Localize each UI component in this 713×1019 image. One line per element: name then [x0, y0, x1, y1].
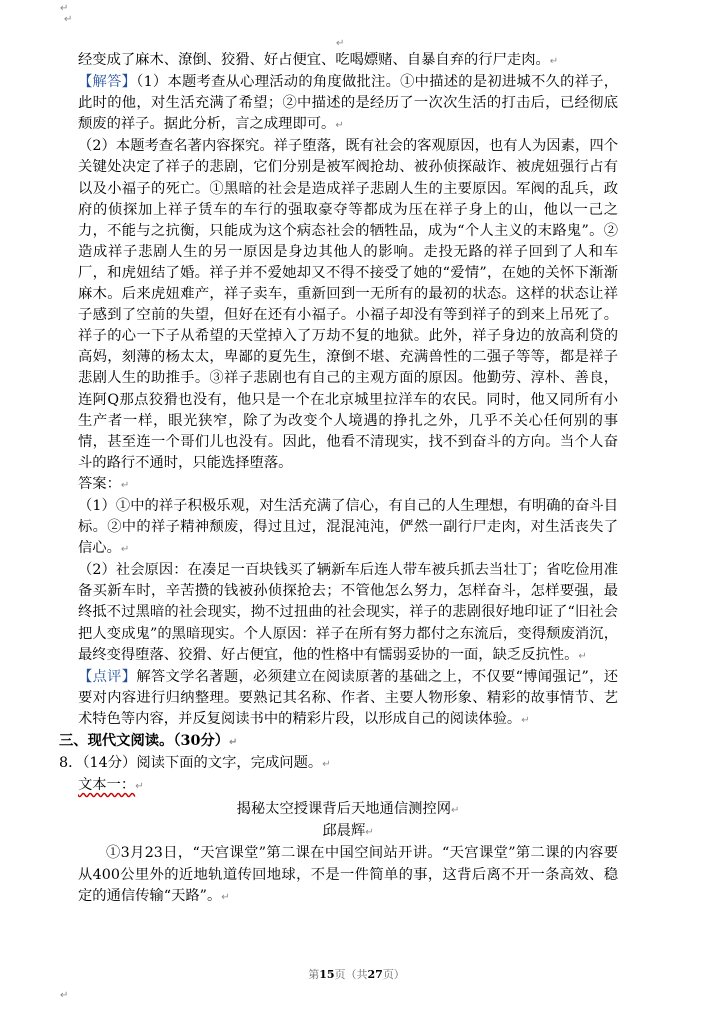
paragraph-mark: ↵	[60, 990, 69, 1001]
article-author: 邱晨辉↵	[322, 823, 374, 840]
section-heading: 三、现代文阅读。（30分）↵	[59, 733, 238, 749]
paragraph-mark: ↵	[336, 38, 345, 49]
article-paragraph: ①3月23日，“天宫课堂”第二课在中国空间站开讲。“天宫课堂”第二课的内容要从400公里外的近地轨道传回地球，不是一件简单的事，这背后离不开一条高效、稳定的通信传输“天路”。↵	[78, 845, 618, 904]
paragraph-mark: ↵	[60, 3, 69, 14]
answer-paragraph: 【解答】（1）本题考查从心理活动的角度做批注。①中描述的是初进城不久的祥子，此时的他，对生活充满了希望；②中描述的是经历了一次次生活的打击后，已经彻底颓废的祥子。据此分析，言之成理即可。↵	[78, 74, 618, 133]
answer-item-2: （2）社会原因：在凑足一百块钱买了辆新车后连人带车被兵抓去当壮丁；省吃俭用准备买新车时，辛苦攒的钱被孙侦探抢去；不管他怎么努力，怎样奋斗，怎样要强，最终抵不过黑暗的社会现实，拗不过扭曲的社会现实，祥子的悲剧很好地印证了“旧社会把人变成鬼”的黑暗现实。个人原因：祥子在所有努力都付之东流后，变得颓废消沉，最终变得堕落、狡猾、好占便宜，他的性格中有懦弱妥协的一面，缺乏反抗性。↵	[78, 562, 618, 663]
page-total: 27	[367, 968, 383, 981]
page-footer: 第15页（共27页）	[308, 968, 405, 981]
comment-tag: 【点评】	[78, 668, 137, 685]
paragraph: （2）本题考查名著内容探究。祥子堕落，既有社会的客观原因，也有人为因素，四个关键处决定了祥子的悲剧，它们分别是被军阀抢劫、被孙侦探敲诈、被虎妞强行占有以及小福子的死亡。①黑暗的社会是造成祥子悲剧人生的主要原因。军阀的乱兵，政府的侦探加上祥子赁车的车行的强取豪夺等都成为压在祥子身上的山，他以一己之力，不能与之抗衡，只能成为这个病态社会的牺牲品，成为“个人主义的末路鬼”。②造成祥子悲剧人生的另一原因是身边其他人的影响。走投无路的祥子回到了人和车厂，和虎妞结了婚。祥子并不爱她却又不得不接受了她的“爱情”，在她的关怀下渐渐麻木。后来虎妞难产，祥子卖车，重新回到一无所有的最初的状态。这样的状态让祥子感到了空前的失望，但好在还有小福子。小福子却没有等到祥子的到来上吊死了。祥子的心一下子从希望的天堂掉入了万劫不复的地狱。此外，祥子身边的放高利贷的高妈，刻薄的杨太太，卑鄙的夏先生，潦倒不堪、充满兽性的二强子等等，都是祥子悲剧人生的助推手。③祥子悲剧也有自己的主观方面的原因。他勤劳、淳朴、善良，连阿Q那点狡猾也没有，他只是一个在北京城里拉洋车的农民。同时，他又同所有小生产者一样，眼光狭窄，除了为改变个人境遇的挣扎之外，几乎不关心任何别的事情，甚至连一个哥们儿也没有。因此，他看不清现实，找不到奋斗的方向。当个人奋斗的路行不通时，只能选择堕落。	[78, 138, 618, 471]
page-number: 15	[319, 968, 335, 981]
text-label: 文本一：↵	[78, 777, 144, 794]
comment-paragraph: 【点评】解答文学名著题，必须建立在阅读原著的基础之上，不仅要“博闻强记”，还要对内容进行归纳整理。要熟记其名称、作者、主要人物形象、精彩的故事情节、艺术特色等内容，并反复阅读书中的精彩片段，以形成自己的阅读体验。↵	[78, 668, 618, 727]
answer-label: 答案：↵	[78, 475, 130, 492]
answer-item-1: （1）①中的祥子积极乐观，对生活充满了信心，有自己的人生理想，有明确的奋斗目标。②中的祥子精神颓废，得过且过，混混沌沌，俨然一副行尸走肉，对生活丧失了信心。↵	[78, 497, 618, 557]
paragraph-mark: ↵	[64, 14, 73, 25]
article-title: 揭秘太空授课背后天地通信测控网↵	[236, 801, 460, 818]
answer-tag: 【解答】	[78, 74, 137, 91]
document-body	[59, 50, 618, 908]
question-8: 8．（14分）阅读下面的文字，完成问题。↵	[59, 755, 331, 772]
paragraph: 经变成了麻木、潦倒、狡猾、好占便宜、吃喝嫖赌、自暴自弃的行尸走肉。↵	[78, 52, 559, 68]
